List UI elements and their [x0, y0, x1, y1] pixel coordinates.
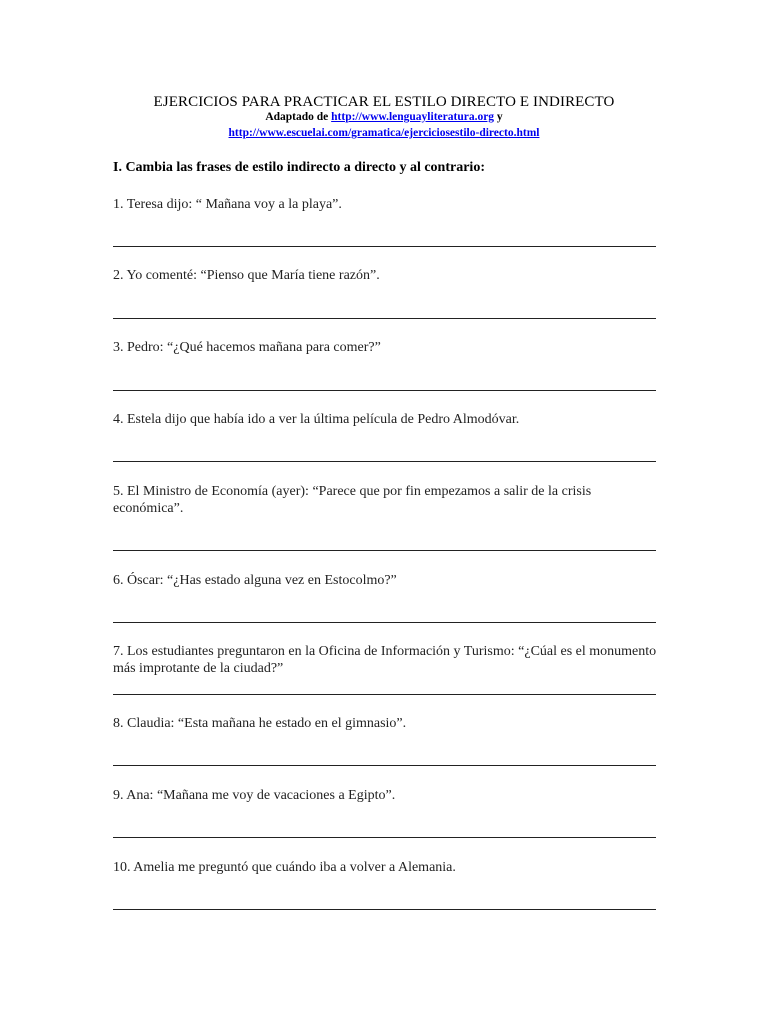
answer-line-8[interactable] — [113, 765, 656, 766]
question-1: 1. Teresa dijo: “ Mañana voy a la playa”. — [113, 197, 342, 212]
source-link-lenguayliteratura[interactable]: http://www.lenguayliteratura.org — [331, 111, 495, 123]
question-4: 4. Estela dijo que había ido a ver la última película de Pedro Almodóvar. — [113, 412, 520, 427]
question-2: 2. Yo comenté: “Pienso que María tiene razón”. — [113, 268, 380, 283]
section-heading: I. Cambia las frases de estilo indirecto a directo y al contrario: — [113, 160, 485, 175]
question-5: 5. El Ministro de Economía (ayer): “Parece que por fin empezamos a salir de la crisis económica”. — [113, 484, 592, 516]
connector-text: y — [494, 111, 503, 123]
second-source-line — [0, 127, 768, 139]
page-title: EJERCICIOS PARA PRACTICAR EL ESTILO DIRECTO E INDIRECTO — [153, 94, 615, 110]
adapted-from-line — [0, 111, 768, 123]
answer-line-4[interactable] — [113, 461, 656, 462]
answer-line-9[interactable] — [113, 837, 656, 838]
question-10: 10. Amelia me preguntó que cuándo iba a volver a Alemania. — [113, 860, 456, 875]
question-7: 7. Los estudiantes preguntaron en la Oficina de Información y Turismo: “¿Cúal es el monumento más improtante de la ciudad?” — [113, 644, 657, 676]
answer-line-6[interactable] — [113, 622, 656, 623]
question-9: 9. Ana: “Mañana me voy de vacaciones a Egipto”. — [113, 788, 396, 803]
source-link-escuelai[interactable]: http://www.escuelai.com/gramatica/ejerciciosestilo-directo.html — [228, 127, 540, 139]
adapted-from-label: Adaptado de — [265, 111, 332, 123]
question-8: 8. Claudia: “Esta mañana he estado en el gimnasio”. — [113, 716, 407, 731]
answer-line-2[interactable] — [113, 318, 656, 319]
question-3: 3. Pedro: “¿Qué hacemos mañana para comer?” — [113, 340, 381, 355]
question-6: 6. Óscar: “¿Has estado alguna vez en Estocolmo?” — [113, 573, 397, 588]
answer-line-1[interactable] — [113, 246, 656, 247]
answer-line-5[interactable] — [113, 550, 656, 551]
answer-line-3[interactable] — [113, 390, 656, 391]
answer-line-10[interactable] — [113, 909, 656, 910]
answer-line-7[interactable] — [113, 694, 656, 695]
